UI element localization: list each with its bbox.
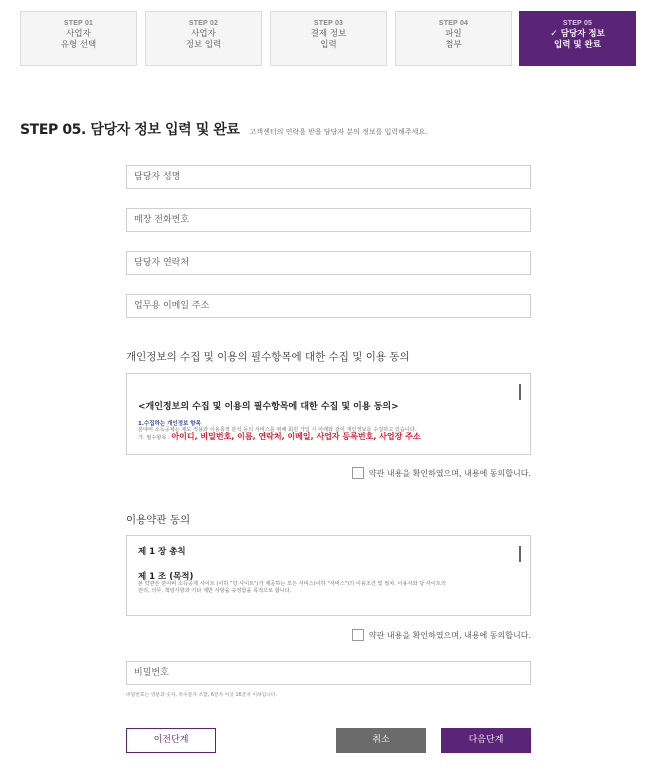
terms-section-title: 이용약관 동의: [126, 514, 191, 526]
terms-article: 제 1 조 (목적): [138, 572, 194, 582]
scrollbar-thumb[interactable]: [519, 546, 521, 562]
step-number: STEP 04: [438, 20, 469, 27]
store-phone-input[interactable]: [126, 208, 531, 232]
step-number: STEP 05: [562, 20, 593, 27]
privacy-items-prefix: 가. 필수항목 :: [138, 435, 172, 441]
step-03: [270, 11, 387, 66]
step-number: STEP 03: [313, 20, 344, 27]
privacy-section-title: 개인정보의 수집 및 이용의 필수항목에 대한 수집 및 이용 동의: [126, 351, 410, 363]
step-label: 결제 정보 입력: [310, 29, 347, 50]
step-label: 사업자 정보 입력: [185, 29, 222, 50]
prev-step-button[interactable]: 이전단계: [126, 728, 216, 753]
page-description: 고객센터의 연락을 받을 담당자 분의 정보를 입력해주세요.: [249, 128, 428, 136]
terms-of-use-box[interactable]: [126, 535, 531, 616]
page-heading: [20, 119, 427, 139]
privacy-items-line: [138, 433, 421, 442]
step-label-text: 담당자 정보 입력 및 완료: [554, 29, 605, 50]
step-02: [145, 11, 262, 66]
step-label: 사업자 유형 선택: [60, 29, 97, 50]
checkbox-box[interactable]: [352, 629, 364, 641]
email-input[interactable]: [126, 294, 531, 318]
password-help-text: 비밀번호는 영문과 숫자, 특수문자 조합, 6글자 이상 16글자 이하입니다.: [126, 693, 278, 698]
terms-agree-checkbox[interactable]: [352, 629, 531, 641]
privacy-box-heading: <개인정보의 수집 및 이용의 필수항목에 대한 수집 및 이용 동의>: [138, 402, 399, 412]
step-number: STEP 01: [63, 20, 94, 27]
scrollbar-thumb[interactable]: [519, 384, 521, 400]
privacy-required-items: 아이디, 비밀번호, 이름, 연락처, 이메일, 사업자 등록번호, 사업장 주소: [171, 432, 421, 441]
next-step-button[interactable]: 다음단계: [441, 728, 531, 753]
manager-name-input[interactable]: [126, 165, 531, 189]
checkbox-box[interactable]: [352, 467, 364, 479]
terms-agree-label: 약관 내용을 확인하였으며, 내용에 동의합니다.: [368, 630, 531, 640]
step-number: STEP 02: [188, 20, 219, 27]
terms-body-line-2: 권리, 의무, 책임사항과 기타 제반 사항을 규정함을 목적으로 합니다.: [138, 588, 292, 594]
privacy-agree-label: 약관 내용을 확인하였으며, 내용에 동의합니다.: [368, 468, 531, 478]
step-progress: [20, 11, 636, 66]
privacy-agree-checkbox[interactable]: [352, 467, 531, 479]
manager-contact-input[interactable]: [126, 251, 531, 275]
password-input[interactable]: [126, 661, 531, 685]
terms-body-line-1: 본 약관은 분야비 소득공제 사이트 (이하 "당 사이트")가 제공하는 모든 서비스(이하 "서비스")의 이용조건 및 절차, 이용자와 당 사이트의: [138, 581, 446, 587]
step-01: [20, 11, 137, 66]
page-title: STEP 05. 담당자 정보 입력 및 완료: [20, 122, 240, 138]
terms-chapter: 제 1 장 총칙: [138, 547, 186, 557]
step-05-active: [519, 11, 636, 66]
step-label: 파일 첨부: [445, 29, 462, 50]
check-icon: ✓: [550, 29, 558, 39]
cancel-button[interactable]: 취소: [336, 728, 426, 753]
step-label: [520, 29, 635, 51]
privacy-terms-box[interactable]: [126, 373, 531, 455]
step-04: [395, 11, 512, 66]
privacy-body-line: 분야비 소득공제는 제도 적용과 이용목적 분석 등의 서비스를 위해 회원 가입 시 아래와 같이 개인정보를 수집하고 있습니다.: [138, 427, 417, 433]
privacy-sub-heading: 1.수집하는 개인정보 항목: [138, 421, 201, 427]
